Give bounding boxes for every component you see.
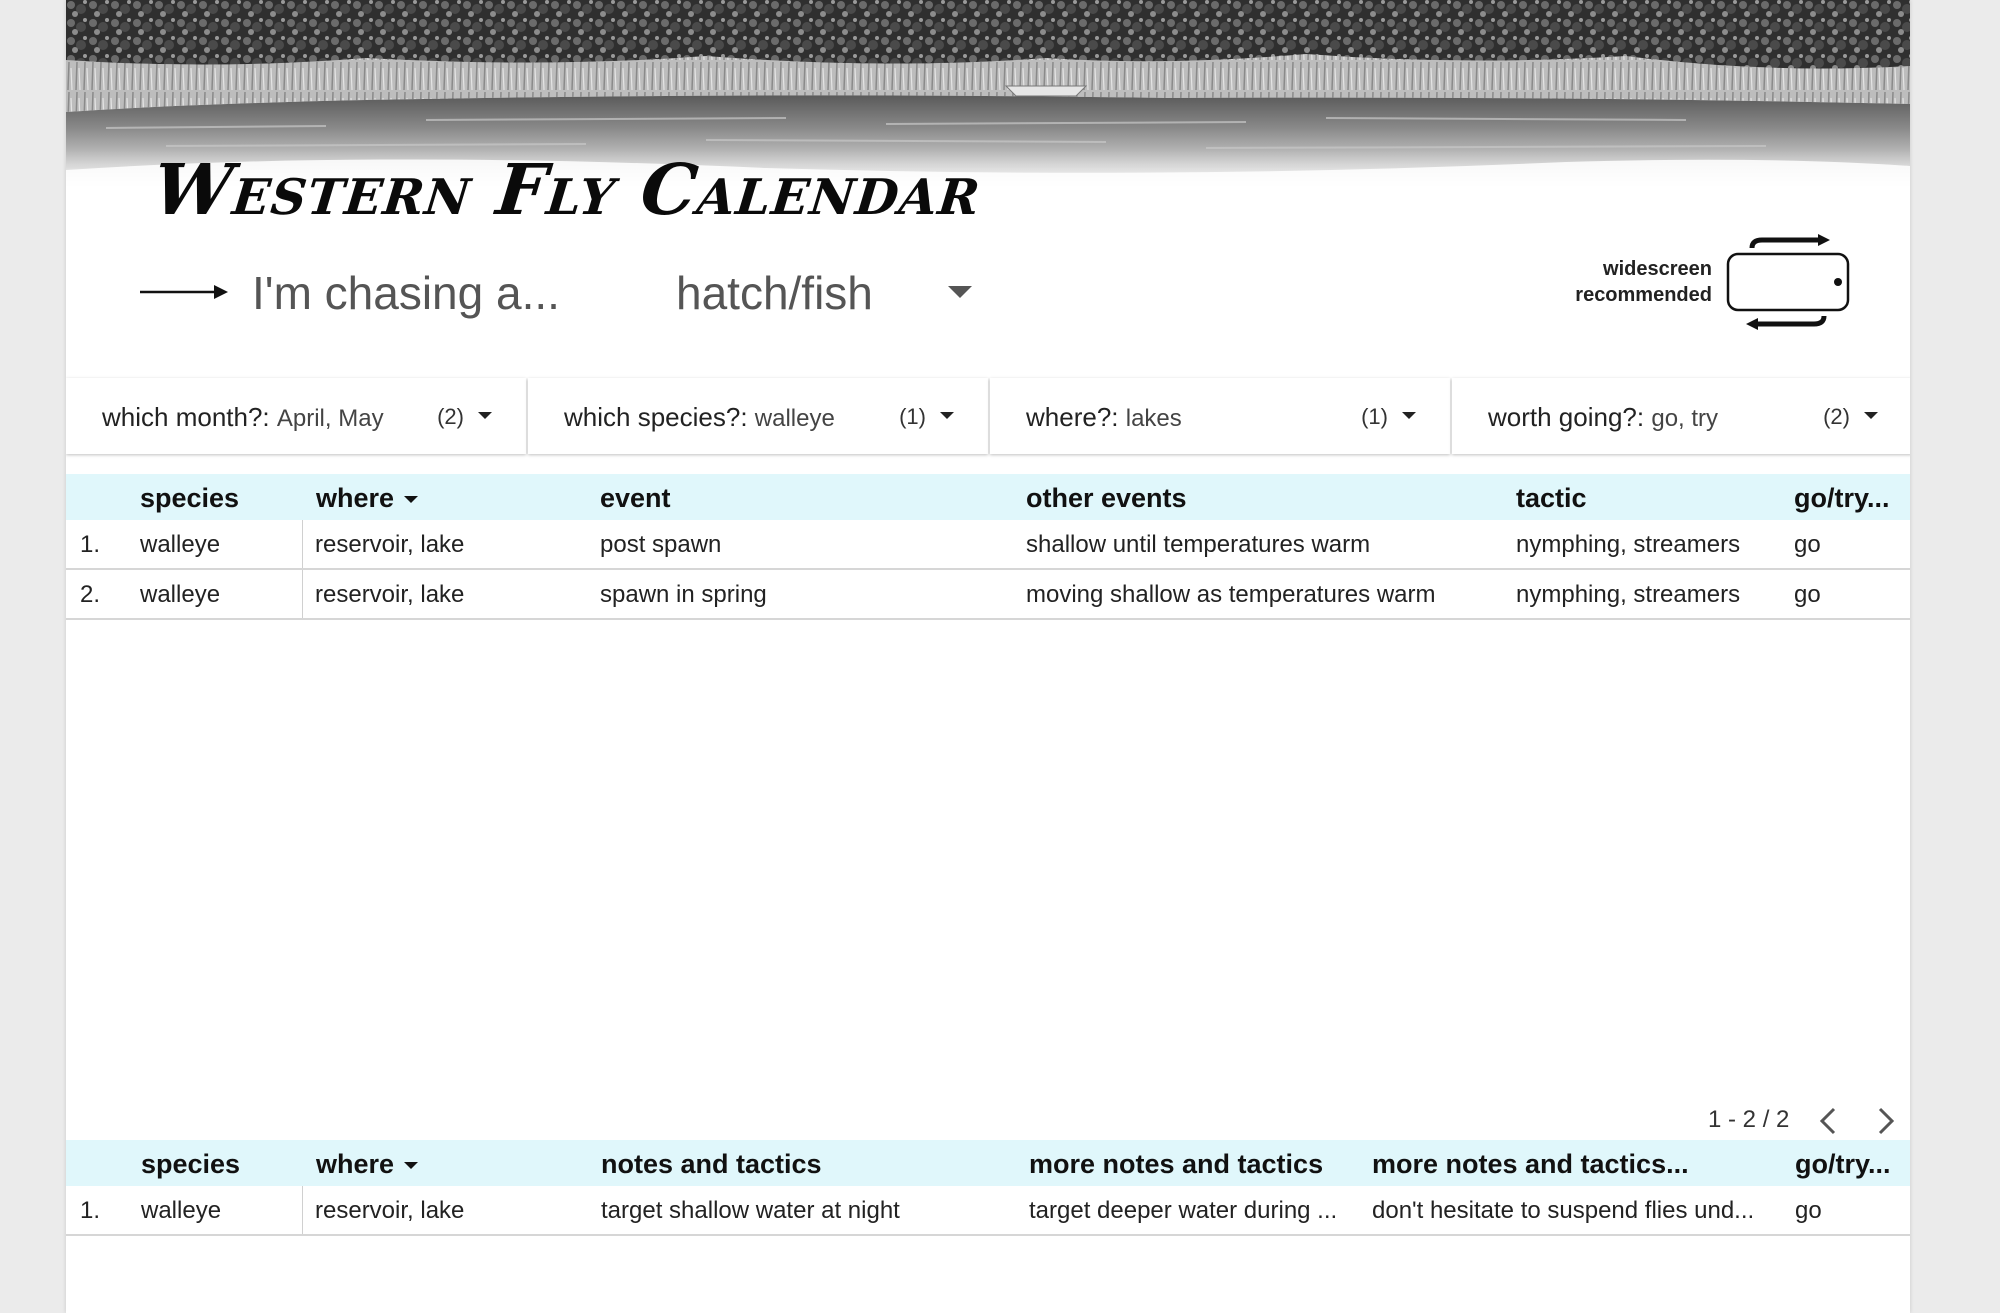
- row-number: 1.: [80, 531, 101, 558]
- chevron-left-icon[interactable]: [1818, 1106, 1838, 1136]
- cell-more-notes-and-tactics: target deeper water during ...: [1029, 1197, 1338, 1224]
- filter-month-label: which month?: [102, 402, 263, 432]
- column-header-species[interactable]: species: [141, 1149, 241, 1179]
- report-page: [66, 0, 1910, 1313]
- column-header-notes-and-tactics[interactable]: notes and tactics: [601, 1149, 822, 1179]
- cell-species: walleye: [141, 1197, 222, 1224]
- table-row[interactable]: [66, 570, 1910, 620]
- widescreen-line1: widescreen: [1603, 258, 1712, 280]
- caret-down-icon: [1402, 412, 1416, 420]
- column-header-tactic[interactable]: tactic: [1516, 483, 1587, 513]
- table-row[interactable]: [66, 520, 1910, 570]
- table-pagination: [1686, 1102, 1906, 1138]
- cell-more-notes-and-tactics-2: don't hesitate to suspend flies und...: [1372, 1197, 1755, 1224]
- table-row[interactable]: [66, 1186, 1910, 1236]
- filter-month-count: (2): [437, 404, 464, 429]
- column-header-event[interactable]: event: [600, 483, 671, 513]
- rotate-phone-icon: [1722, 230, 1854, 336]
- widescreen-line2: recommended: [1575, 284, 1712, 306]
- filter-worth-going-value: go, try: [1651, 405, 1719, 432]
- cell-go-try: go: [1794, 531, 1821, 558]
- chase-label: I'm chasing a...: [252, 267, 560, 319]
- filter-where-label: where?: [1026, 402, 1112, 432]
- table-header: [66, 474, 1910, 520]
- cell-notes-and-tactics: target shallow water at night: [601, 1197, 900, 1224]
- notes-table: [66, 1140, 1910, 1236]
- arrow-right-icon: [140, 280, 230, 304]
- cell-go-try: go: [1794, 581, 1821, 608]
- widescreen-recommended-note: [1516, 256, 1712, 308]
- app-title: Western Fly Calendar: [149, 148, 986, 231]
- column-header-go-try[interactable]: go/try...: [1795, 1149, 1891, 1179]
- filter-species-value: walleye: [754, 405, 835, 432]
- cell-other-events: shallow until temperatures warm: [1026, 531, 1371, 558]
- chevron-right-icon[interactable]: [1876, 1106, 1896, 1136]
- cell-go-try: go: [1795, 1197, 1822, 1224]
- filter-worth-going-count: (2): [1823, 404, 1850, 429]
- column-header-where-label: where: [316, 483, 395, 513]
- filter-bar: [66, 378, 1910, 454]
- hatch-fish-dropdown[interactable]: [676, 262, 996, 322]
- cell-tactic: nymphing, streamers: [1516, 531, 1741, 558]
- sort-caret-down-icon: [404, 1162, 418, 1170]
- cell-event: spawn in spring: [600, 581, 767, 608]
- filter-worth-going-label: worth going?: [1488, 402, 1637, 432]
- column-header-species[interactable]: species: [140, 483, 240, 513]
- filter-month[interactable]: which month?: April, May (2): [66, 378, 526, 454]
- cell-where: reservoir, lake: [315, 581, 465, 608]
- caret-down-icon: [940, 412, 954, 420]
- filter-where-value: lakes: [1125, 405, 1182, 432]
- hatch-fish-selector-row: [140, 262, 1040, 322]
- hatch-fish-dropdown-value: hatch/fish: [676, 267, 873, 319]
- column-header-more-notes-and-tactics[interactable]: more notes and tactics: [1029, 1149, 1324, 1179]
- filter-where-count: (1): [1361, 404, 1388, 429]
- cell-event: post spawn: [600, 531, 722, 558]
- caret-down-icon: [948, 286, 972, 300]
- filter-worth-going[interactable]: worth going?: go, try (2): [1452, 378, 1910, 454]
- column-divider: [302, 1186, 303, 1234]
- column-header-go-try[interactable]: go/try...: [1794, 483, 1890, 513]
- column-header-more-notes-and-tactics-2[interactable]: more notes and tactics...: [1372, 1149, 1689, 1179]
- row-number: 1.: [80, 1197, 101, 1224]
- cell-other-events: moving shallow as temperatures warm: [1026, 581, 1436, 608]
- filter-month-value: April, May: [276, 405, 384, 432]
- cell-tactic: nymphing, streamers: [1516, 581, 1741, 608]
- filter-species[interactable]: which species?: walleye (1): [528, 378, 988, 454]
- caret-down-icon: [478, 412, 492, 420]
- column-header-where[interactable]: [316, 483, 418, 514]
- cell-species: walleye: [140, 581, 221, 608]
- cell-species: walleye: [140, 531, 221, 558]
- cell-where: reservoir, lake: [315, 531, 465, 558]
- filter-species-count: (1): [899, 404, 926, 429]
- pagination-range: 1 - 2 / 2: [1708, 1106, 1790, 1133]
- column-header-other-events[interactable]: other events: [1026, 483, 1187, 513]
- cell-where: reservoir, lake: [315, 1197, 465, 1224]
- caret-down-icon: [1864, 412, 1878, 420]
- column-header-where-label: where: [316, 1149, 395, 1179]
- filter-species-label: which species?: [564, 402, 741, 432]
- column-divider: [302, 570, 303, 618]
- events-table: [66, 474, 1910, 620]
- filter-where[interactable]: where?: lakes (1): [990, 378, 1450, 454]
- row-number: 2.: [80, 581, 101, 608]
- column-divider: [302, 520, 303, 568]
- table-header: [66, 1140, 1910, 1186]
- sort-caret-down-icon: [404, 496, 418, 504]
- column-header-where[interactable]: [316, 1149, 418, 1180]
